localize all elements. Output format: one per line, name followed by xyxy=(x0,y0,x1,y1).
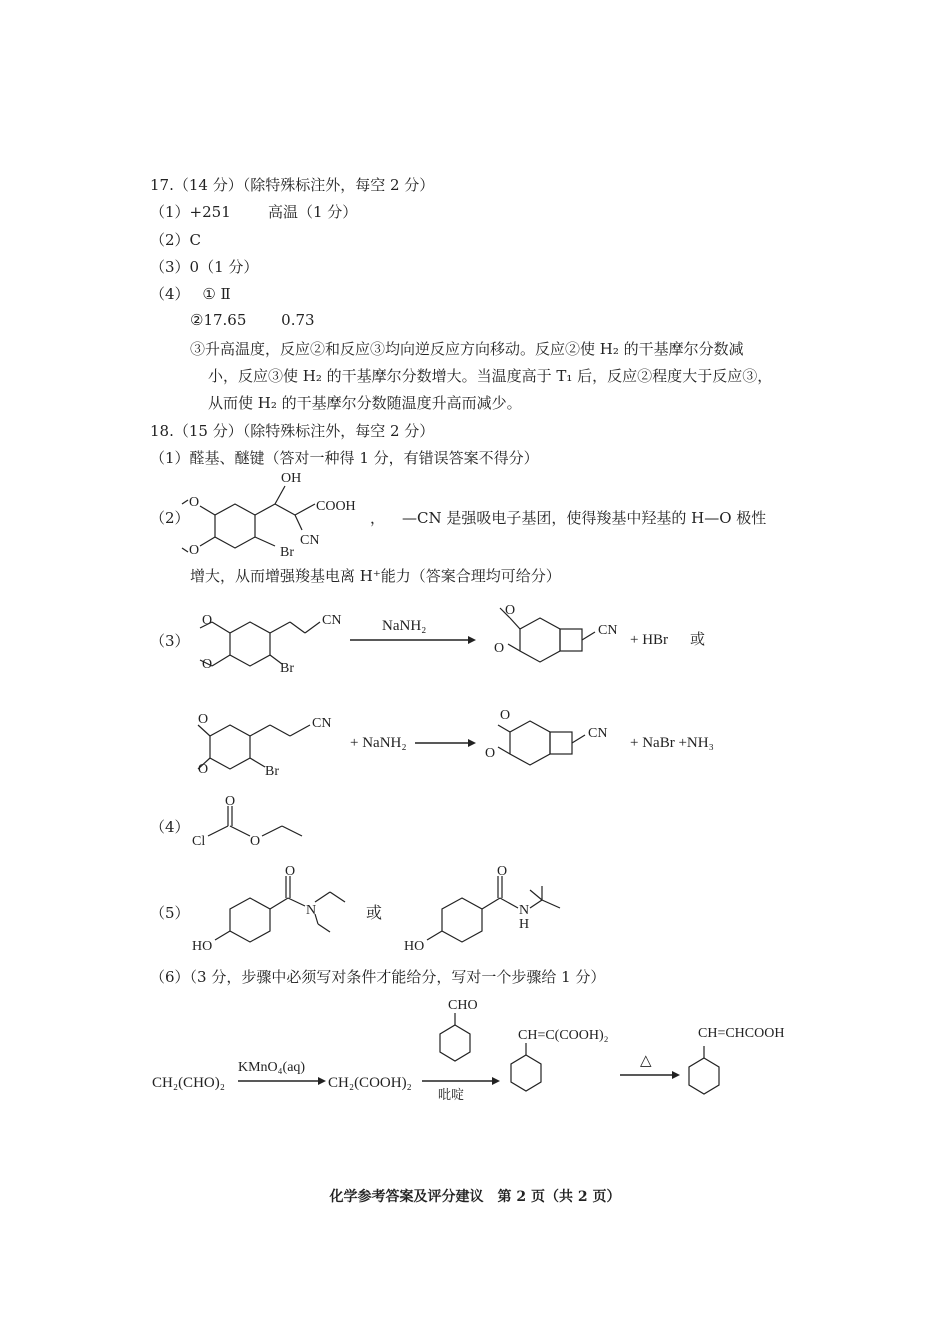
start-material: CH₂(CHO)₂ xyxy=(152,1075,225,1091)
reagent2-bottom: 吡啶 xyxy=(438,1087,465,1102)
mid-material: CH₂(COOH)₂ xyxy=(328,1075,412,1091)
reagent1: KMnO₄(aq) xyxy=(238,1060,306,1075)
cooh-label: COOH xyxy=(316,499,356,514)
o-label-top: O xyxy=(189,495,200,510)
reagent2-top: CHO xyxy=(448,998,478,1013)
q18-heading: 18.（15 分）（除特殊标注外，每空 2 分） xyxy=(150,422,435,440)
q18-part6-synthesis xyxy=(150,995,810,1115)
q17-part1 xyxy=(150,201,231,222)
q17-part4-b-first: ②17.65 xyxy=(190,311,247,329)
page-footer: 化学参考答案及评分建议 第 2 页（共 2 页） xyxy=(329,1189,621,1205)
q18-part5-num: （5） xyxy=(150,904,190,922)
q17-heading: 17.（14 分）（除特殊标注外，每空 2 分） xyxy=(150,176,435,194)
oh-label: OH xyxy=(281,471,302,486)
o-label: O xyxy=(497,864,508,879)
final-label: CH=CHCOOH xyxy=(698,1026,785,1041)
q17-part4-a: ① Ⅱ xyxy=(202,285,231,303)
o-label: O xyxy=(285,864,296,879)
q18-part6: （6）（3 分，步骤中必须写对条件才能给分，写对一个步骤给 1 分） xyxy=(150,968,606,986)
or-label: 或 xyxy=(690,632,706,648)
plus-reagent: + NaNH₂ xyxy=(350,735,407,751)
heat-symbol: △ xyxy=(640,1053,652,1069)
br-label: Br xyxy=(265,764,279,779)
q18-part4-structure xyxy=(190,796,320,856)
br-label: Br xyxy=(280,661,294,676)
ho-label: HO xyxy=(404,939,425,954)
q18-part3-reaction1 xyxy=(190,600,750,680)
o-label: O xyxy=(225,794,236,809)
cn-label: CN xyxy=(598,623,618,638)
cn-label: CN xyxy=(312,716,332,731)
or-label: 或 xyxy=(366,905,383,922)
reagent-label: NaNH₂ xyxy=(382,618,427,634)
cn-label: CN xyxy=(588,726,608,741)
cn-label: CN xyxy=(322,613,342,628)
o-label: O xyxy=(250,834,261,849)
q18-part2-num: （2） xyxy=(150,509,190,527)
o-label: O xyxy=(202,613,213,628)
product-tail: + HBr xyxy=(630,632,669,648)
q18-part2-comma: ， xyxy=(370,509,386,527)
q18-part5-structures xyxy=(190,862,590,957)
o-label: O xyxy=(485,746,496,761)
q17-part4-b xyxy=(190,311,315,329)
q18-part1: （1）醛基、醚键（答对一种得 1 分，有错误答案不得分） xyxy=(150,449,539,467)
n-label: N xyxy=(519,903,530,918)
q17-part4-c-line3: 从而使 H₂ 的干基摩尔分数随温度升高而减少。 xyxy=(208,394,522,412)
q17-part1-num: （1） xyxy=(150,203,190,221)
o-label: O xyxy=(500,708,511,723)
q17-part4-c-line2: 小，反应③使 H₂ 的干基摩尔分数增大。当温度高于 T₁ 后，反应②程度大于反应③， xyxy=(208,367,773,385)
o-label-bottom: O xyxy=(189,543,200,558)
o-label: O xyxy=(505,603,516,618)
q17-part4-num: （4） xyxy=(150,285,190,303)
product-tail: + NaBr +NH₃ xyxy=(630,735,714,751)
o-label: O xyxy=(494,641,505,656)
br-label: Br xyxy=(280,545,294,560)
q18-part2-text-line1: —CN 是强吸电子基团，使得羧基中羟基的 H—O 极性 xyxy=(402,509,767,527)
ho-label: HO xyxy=(192,939,213,954)
q17-part1-condition: 高温（1 分） xyxy=(268,203,358,221)
n-label: N xyxy=(306,903,317,918)
q17-part3: （3）0（1 分） xyxy=(150,258,259,276)
cn-label: CN xyxy=(300,533,320,548)
o-label: O xyxy=(202,657,213,672)
q18-part4-num: （4） xyxy=(150,818,190,836)
q17-part2: （2）C xyxy=(150,231,202,249)
q17-part1-value: +251 xyxy=(189,203,231,221)
o-label: O xyxy=(198,762,209,777)
q17-part4 xyxy=(150,283,231,304)
q17-part4-b-second: 0.73 xyxy=(281,311,315,329)
h-label: H xyxy=(519,917,530,932)
q18-part3-reaction2 xyxy=(190,705,750,785)
q18-part2-text-line2: 增大，从而增强羧基电离 H⁺能力（答案合理均可给分） xyxy=(190,567,561,585)
q18-part3-num: （3） xyxy=(150,632,190,650)
q18-part2-structure xyxy=(180,470,380,560)
cl-label: Cl xyxy=(192,834,206,849)
intermediate-label: CH=C(COOH)₂ xyxy=(518,1028,609,1043)
o-label: O xyxy=(198,712,209,727)
q17-part4-c-line1: ③升高温度，反应②和反应③均向逆反应方向移动。反应②使 H₂ 的干基摩尔分数减 xyxy=(190,340,744,358)
